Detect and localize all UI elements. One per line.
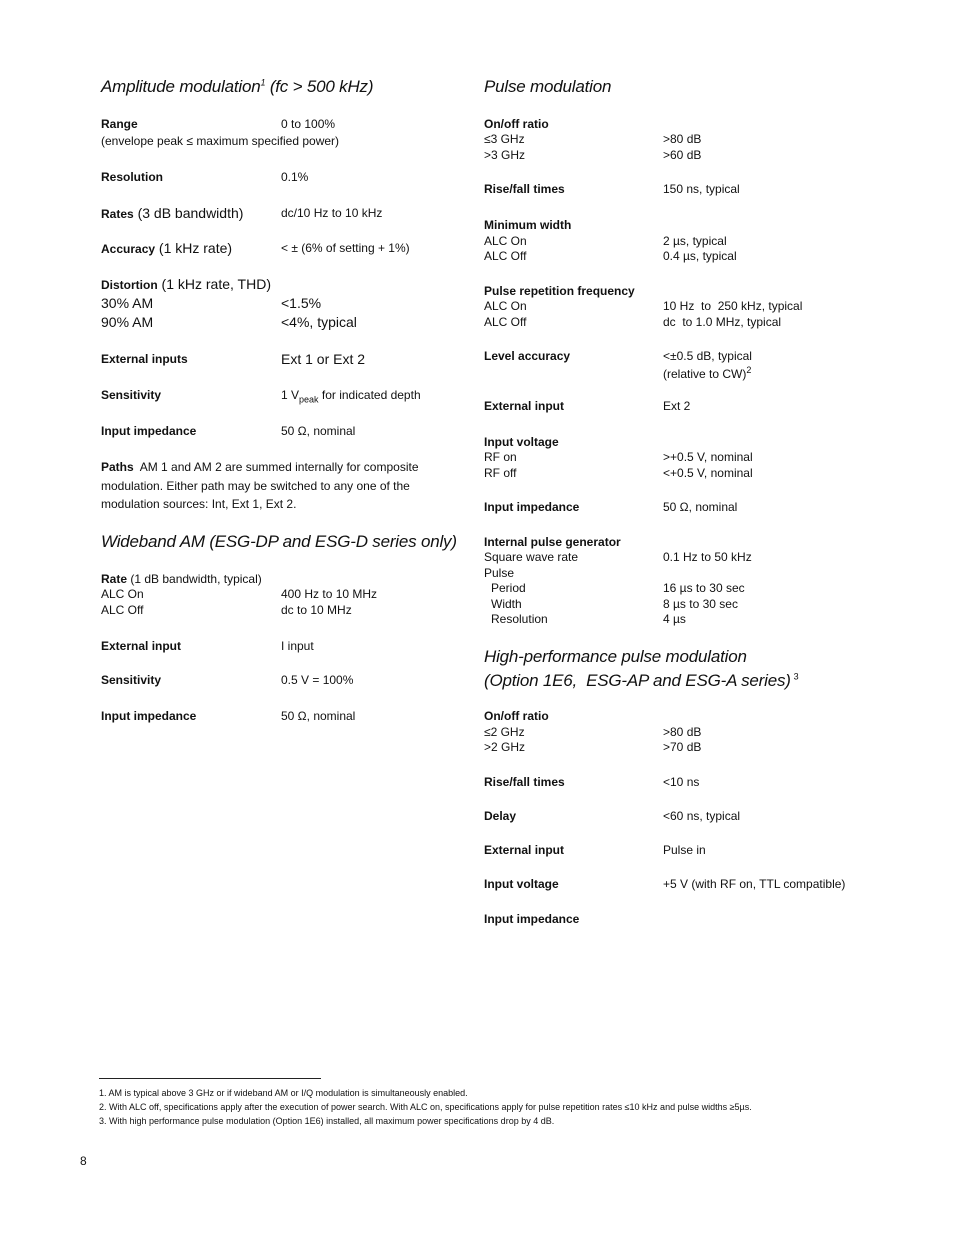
distortion-label-bold: Distortion: [101, 278, 158, 292]
input-impedance-label: Input impedance: [101, 424, 197, 438]
footnote-3: 3. With high performance pulse modulation (Option 1E6) installed, all maximum power specifications drop by 4 dB.: [99, 1116, 555, 1126]
dist-90-value: <4%, typical: [281, 314, 357, 330]
ext-inputs-value: Ext 1 or Ext 2: [281, 351, 366, 367]
hp-ext-input-value: Pulse in: [663, 843, 706, 857]
sensitivity-value-b: for indicated depth: [318, 388, 421, 402]
range-label: Range: [101, 117, 138, 131]
level-accuracy-note: [663, 365, 751, 381]
wb-alc-on-value: 400 Hz to 10 MHz: [281, 587, 378, 601]
internal-pulse-gen-label: Internal pulse generator: [484, 535, 621, 549]
le3-label: ≤3 GHz: [484, 132, 525, 146]
pulse-modulation-title: Pulse modulation: [484, 77, 612, 96]
accuracy-qualifier: (1 kHz rate): [155, 240, 233, 256]
min-width-alc-on-value: 2 µs, typical: [663, 234, 727, 248]
distortion-label: [101, 276, 271, 292]
hp-input-impedance-label: Input impedance: [484, 912, 580, 926]
range-value: 0 to 100%: [281, 117, 336, 131]
square-wave-value: 0.1 Hz to 50 kHz: [663, 550, 752, 564]
input-voltage-label: Input voltage: [484, 435, 559, 449]
resolution-sub-label: Resolution: [491, 612, 548, 626]
wb-sensitivity-label: Sensitivity: [101, 673, 162, 687]
hp-title-footnote-ref: 3: [793, 671, 799, 682]
rise-fall-label: Rise/fall times: [484, 182, 565, 196]
footnote-1: 1. AM is typical above 3 GHz or if wideband AM or I/Q modulation is simultaneously enabled.: [99, 1088, 468, 1098]
hp-input-voltage-label: Input voltage: [484, 877, 559, 891]
paths-text: AM 1 and AM 2 are summed internally for composite modulation. Either path may be switched to any one of the modulation sources: Int, Ext 1, Ext 2.: [101, 460, 419, 511]
hp-rise-fall-value: <10 ns: [663, 775, 700, 789]
le3-value: >80 dB: [663, 132, 702, 146]
paths-paragraph: [101, 458, 466, 514]
wb-ext-input-value: I input: [281, 639, 314, 653]
rf-off-value: <+0.5 V, nominal: [663, 466, 753, 480]
hp-le2-label: ≤2 GHz: [484, 725, 525, 739]
am-title-text: Amplitude modulation: [101, 77, 261, 96]
rates-value: dc/10 Hz to 10 kHz: [281, 206, 383, 220]
sensitivity-value-a: 1 V: [281, 388, 300, 402]
dist-90-label: 90% AM: [101, 314, 154, 330]
accuracy-label-bold: Accuracy: [101, 242, 156, 256]
ext-input-label: External input: [484, 399, 565, 413]
resolution-value: 0.1%: [281, 170, 309, 184]
sensitivity-label: Sensitivity: [101, 388, 162, 402]
input-impedance-value: 50 Ω, nominal: [281, 424, 356, 438]
paths-label: Paths: [101, 460, 134, 474]
hp-le2-value: >80 dB: [663, 725, 702, 739]
period-label: Period: [491, 581, 526, 595]
am-title-footnote-ref: 1: [260, 77, 266, 88]
min-width-alc-off-label: ALC Off: [484, 249, 527, 263]
accuracy-label: [101, 240, 232, 256]
onoff-ratio-label: On/off ratio: [484, 117, 549, 131]
prf-alc-on-label: ALC On: [484, 299, 527, 313]
width-label: Width: [491, 597, 522, 611]
hp-delay-value: <60 ns, typical: [663, 809, 741, 823]
dist-30-label: 30% AM: [101, 295, 154, 311]
prf-alc-off-label: ALC Off: [484, 315, 527, 329]
min-width-alc-on-label: ALC On: [484, 234, 527, 248]
rf-off-label: RF off: [484, 466, 517, 480]
wb-alc-off-label: ALC Off: [101, 603, 144, 617]
sensitivity-value: [281, 388, 421, 404]
distortion-qualifier: (1 kHz rate, THD): [157, 276, 271, 292]
min-width-label: Minimum width: [484, 218, 572, 232]
width-value: 8 µs to 30 sec: [663, 597, 738, 611]
ext-inputs-label: External inputs: [101, 352, 188, 366]
prf-alc-off-value: dc to 1.0 MHz, typical: [663, 315, 782, 329]
gt3-label: >3 GHz: [484, 148, 526, 162]
hp-onoff-label: On/off ratio: [484, 709, 549, 723]
footnote-rule: [99, 1078, 321, 1079]
prf-label: Pulse repetition frequency: [484, 284, 635, 298]
page-number: 8: [80, 1154, 87, 1168]
gt3-value: >60 dB: [663, 148, 702, 162]
pulse-input-impedance-value: 50 Ω, nominal: [663, 500, 738, 514]
rates-label: [101, 205, 243, 221]
wb-input-impedance-label: Input impedance: [101, 709, 197, 723]
rise-fall-value: 150 ns, typical: [663, 182, 740, 196]
level-accuracy-note-text: (relative to CW): [663, 367, 747, 381]
hp-input-voltage-value: +5 V (with RF on, TTL compatible): [663, 877, 846, 891]
hp-gt2-value: >70 dB: [663, 740, 702, 754]
wb-rate-label-bold: Rate: [101, 572, 128, 586]
wb-ext-input-label: External input: [101, 639, 182, 653]
accuracy-value: < ± (6% of setting + 1%): [281, 241, 410, 255]
min-width-alc-off-value: 0.4 µs, typical: [663, 249, 737, 263]
hp-ext-input-label: External input: [484, 843, 565, 857]
wb-input-impedance-value: 50 Ω, nominal: [281, 709, 356, 723]
period-value: 16 µs to 30 sec: [663, 581, 745, 595]
resolution-sub-value: 4 µs: [663, 612, 686, 626]
am-section-title: [101, 77, 373, 97]
resolution-label: Resolution: [101, 170, 163, 184]
prf-alc-on-value: 10 Hz to 250 kHz, typical: [663, 299, 803, 313]
hp-pulse-title-line2-text: (Option 1E6, ESG-AP and ESG-A series): [484, 671, 791, 690]
sensitivity-value-sub: peak: [299, 394, 319, 405]
pulse-input-impedance-label: Input impedance: [484, 500, 580, 514]
footnote-2: 2. With ALC off, specifications apply after the execution of power search. With ALC on, specifications apply for pulse repetition rates ≤10 kHz and pulse widths ≥5µs.: [99, 1102, 752, 1112]
wb-alc-off-value: dc to 10 MHz: [281, 603, 352, 617]
wideband-am-title: Wideband AM (ESG-DP and ESG-D series only): [101, 532, 457, 551]
wb-rate-qualifier: (1 dB bandwidth, typical): [127, 572, 262, 586]
level-accuracy-label: Level accuracy: [484, 349, 571, 363]
level-accuracy-value: <±0.5 dB, typical: [663, 349, 752, 363]
range-note: (envelope peak ≤ maximum specified power): [101, 134, 340, 148]
pulse-label: Pulse: [484, 566, 515, 580]
hp-pulse-title-line1: High-performance pulse modulation: [484, 647, 747, 666]
wb-alc-on-label: ALC On: [101, 587, 144, 601]
ext-input-value: Ext 2: [663, 399, 691, 413]
rf-on-label: RF on: [484, 450, 517, 464]
wb-sensitivity-value: 0.5 V = 100%: [281, 673, 354, 687]
hp-gt2-label: >2 GHz: [484, 740, 526, 754]
wb-rate-label: [101, 572, 262, 586]
rf-on-value: >+0.5 V, nominal: [663, 450, 753, 464]
rates-label-bold: Rates: [101, 207, 134, 221]
hp-rise-fall-label: Rise/fall times: [484, 775, 565, 789]
dist-30-value: <1.5%: [281, 295, 322, 311]
square-wave-label: Square wave rate: [484, 550, 579, 564]
rates-qualifier: (3 dB bandwidth): [133, 205, 244, 221]
hp-pulse-title-line2: [484, 671, 798, 691]
am-title-tail: (fc > 500 kHz): [265, 77, 374, 96]
level-accuracy-footnote-ref: 2: [746, 365, 752, 375]
hp-delay-label: Delay: [484, 809, 517, 823]
